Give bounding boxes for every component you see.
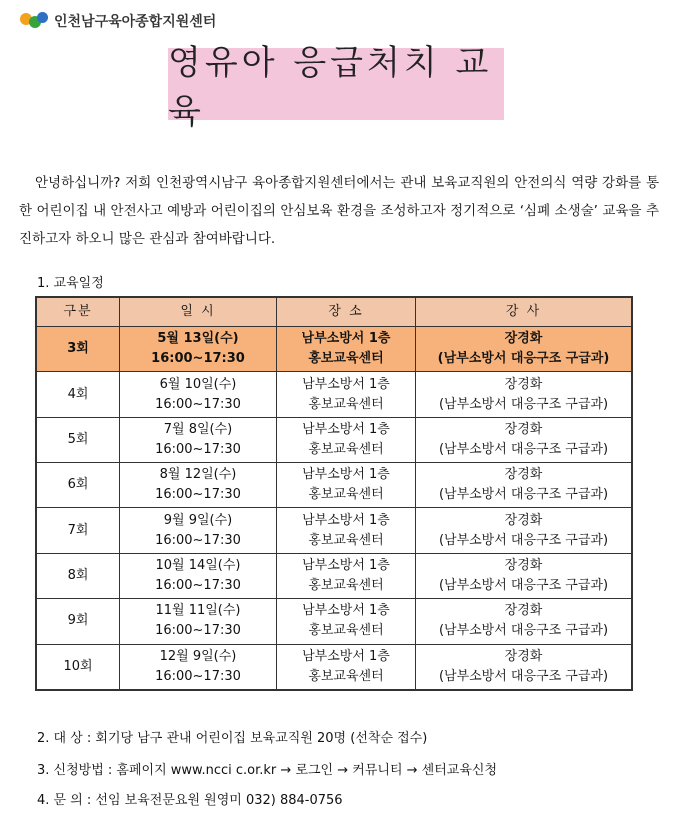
- instructor-affil: (남부소방서 대응구조 구급과): [438, 487, 609, 503]
- table-row: [36, 599, 632, 644]
- instructor-affil: (남부소방서 대응구조 구급과): [438, 577, 609, 593]
- header-session: 구분: [36, 297, 120, 327]
- header-place: 장 소: [277, 297, 416, 327]
- time-text: 16:00~17:30: [151, 351, 245, 367]
- table-row: [36, 372, 632, 417]
- header-datetime: 일 시: [120, 297, 277, 327]
- instructor-name: 장경화: [504, 331, 543, 347]
- cell-place: [277, 327, 416, 372]
- cell-session: [36, 553, 120, 598]
- cell-place: [277, 599, 416, 644]
- date-text: 6월 10일(수): [159, 376, 237, 392]
- date-text: 9월 9일(수): [163, 512, 233, 528]
- section-heading-schedule: 1. 교육일정: [37, 276, 104, 291]
- table-row: [36, 417, 632, 462]
- cell-instructor: [416, 599, 633, 644]
- table-row: [36, 463, 632, 508]
- cell-datetime: [120, 372, 277, 417]
- instructor-name: 장경화: [504, 512, 543, 528]
- cell-session: [36, 417, 120, 462]
- place-building: 남부소방서 1층: [302, 376, 390, 392]
- instructor-affil: (남부소방서 대응구조 구급과): [438, 668, 609, 684]
- instructor-affil: (남부소방서 대응구조 구급과): [438, 441, 609, 457]
- cell-datetime: [120, 508, 277, 553]
- org-logo: [20, 10, 216, 32]
- time-text: 16:00~17:30: [155, 441, 241, 457]
- cell-place: [277, 508, 416, 553]
- cell-place: [277, 644, 416, 690]
- place-building: 남부소방서 1층: [301, 331, 391, 347]
- cell-instructor: [416, 553, 633, 598]
- cell-instructor: [416, 417, 633, 462]
- instructor-affil: (남부소방서 대응구조 구급과): [438, 623, 609, 639]
- place-building: 남부소방서 1층: [302, 557, 390, 573]
- cell-instructor: [416, 327, 633, 372]
- time-text: 16:00~17:30: [155, 668, 241, 684]
- session-label: 5회: [67, 431, 89, 447]
- session-label: 8회: [67, 567, 89, 583]
- date-text: 12월 9일(수): [159, 648, 237, 664]
- instructor-affil: (남부소방서 대응구조 구급과): [437, 351, 610, 367]
- cell-datetime: [120, 553, 277, 598]
- table-row: [36, 508, 632, 553]
- title-banner: [168, 43, 504, 132]
- target-info: 2. 대 상 : 회기당 남구 관내 어린이집 보육교직원 20명 (선착순 접수): [37, 731, 428, 746]
- apply-info: 3. 신청방법 : 홈페이지 www.ncci c.or.kr → 로그인 → 커뮤니티 → 센터교육신청: [37, 763, 498, 778]
- place-building: 남부소방서 1층: [302, 648, 390, 664]
- cell-session: [36, 463, 120, 508]
- cell-session: [36, 372, 120, 417]
- org-logo-icon: [20, 10, 50, 32]
- cell-datetime: [120, 417, 277, 462]
- place-room: 홍보교육센터: [308, 623, 384, 639]
- place-room: 홍보교육센터: [308, 577, 384, 593]
- table-body: [36, 327, 632, 691]
- cell-instructor: [416, 372, 633, 417]
- session-label: 6회: [67, 477, 89, 493]
- page-title: 영유아 응급처치 교육: [168, 43, 493, 132]
- place-building: 남부소방서 1층: [302, 603, 390, 619]
- instructor-affil: (남부소방서 대응구조 구급과): [438, 396, 609, 412]
- time-text: 16:00~17:30: [155, 396, 241, 412]
- time-text: 16:00~17:30: [155, 623, 241, 639]
- date-text: 8월 12일(수): [159, 467, 237, 483]
- instructor-name: 장경화: [504, 467, 543, 483]
- date-text: 5월 13일(수): [157, 331, 239, 347]
- contact-info: 4. 문 의 : 선임 보육전문요원 원영미 032) 884-0756: [37, 793, 343, 808]
- intro-paragraph: 안녕하십니까? 저희 인천광역시남구 육아종합지원센터에서는 관내 보육교직원의 안전의식 역량 강화를 통한 어린이집 내 안전사고 예방과 어린이집의 안심보육 환경을 조성하고자 정기적으로 ‘심폐 소생술’ 교육을 추진하고자 하오니 많은 관심과 참여바랍니다.: [19, 174, 659, 247]
- cell-session: [36, 599, 120, 644]
- instructor-affil: (남부소방서 대응구조 구급과): [438, 532, 609, 548]
- cell-instructor: [416, 508, 633, 553]
- place-room: 홍보교육센터: [308, 532, 384, 548]
- cell-datetime: [120, 327, 277, 372]
- cell-datetime: [120, 463, 277, 508]
- cell-session: [36, 644, 120, 690]
- table-row: [36, 553, 632, 598]
- date-text: 10월 14일(수): [155, 557, 241, 573]
- header-instructor: 강 사: [416, 297, 633, 327]
- org-name: 인천남구육아종합지원센터: [54, 14, 217, 30]
- instructor-name: 장경화: [504, 603, 543, 619]
- instructor-name: 장경화: [504, 557, 543, 573]
- cell-datetime: [120, 644, 277, 690]
- time-text: 16:00~17:30: [155, 487, 241, 503]
- instructor-name: 장경화: [504, 648, 543, 664]
- instructor-name: 장경화: [504, 376, 543, 392]
- cell-place: [277, 372, 416, 417]
- instructor-name: 장경화: [504, 421, 543, 437]
- place-room: 홍보교육센터: [308, 441, 384, 457]
- session-label: 4회: [67, 386, 89, 402]
- cell-place: [277, 417, 416, 462]
- table-row: [36, 644, 632, 690]
- date-text: 7월 8일(수): [163, 421, 233, 437]
- cell-instructor: [416, 463, 633, 508]
- table-row: [36, 327, 632, 372]
- session-label: 7회: [67, 522, 89, 538]
- place-room: 홍보교육센터: [308, 351, 384, 367]
- place-building: 남부소방서 1층: [302, 512, 390, 528]
- session-label: 9회: [67, 613, 89, 629]
- cell-session: [36, 508, 120, 553]
- table-header-row: [36, 297, 632, 327]
- cell-session: [36, 327, 120, 372]
- time-text: 16:00~17:30: [155, 577, 241, 593]
- place-room: 홍보교육센터: [308, 396, 384, 412]
- session-label: 10회: [63, 658, 93, 674]
- place-room: 홍보교육센터: [308, 487, 384, 503]
- cell-datetime: [120, 599, 277, 644]
- place-building: 남부소방서 1층: [302, 421, 390, 437]
- cell-place: [277, 553, 416, 598]
- cell-place: [277, 463, 416, 508]
- place-building: 남부소방서 1층: [302, 467, 390, 483]
- schedule-table: [35, 296, 633, 691]
- place-room: 홍보교육센터: [308, 668, 384, 684]
- session-label: 3회: [67, 341, 89, 357]
- time-text: 16:00~17:30: [155, 532, 241, 548]
- date-text: 11월 11일(수): [155, 603, 241, 619]
- cell-instructor: [416, 644, 633, 690]
